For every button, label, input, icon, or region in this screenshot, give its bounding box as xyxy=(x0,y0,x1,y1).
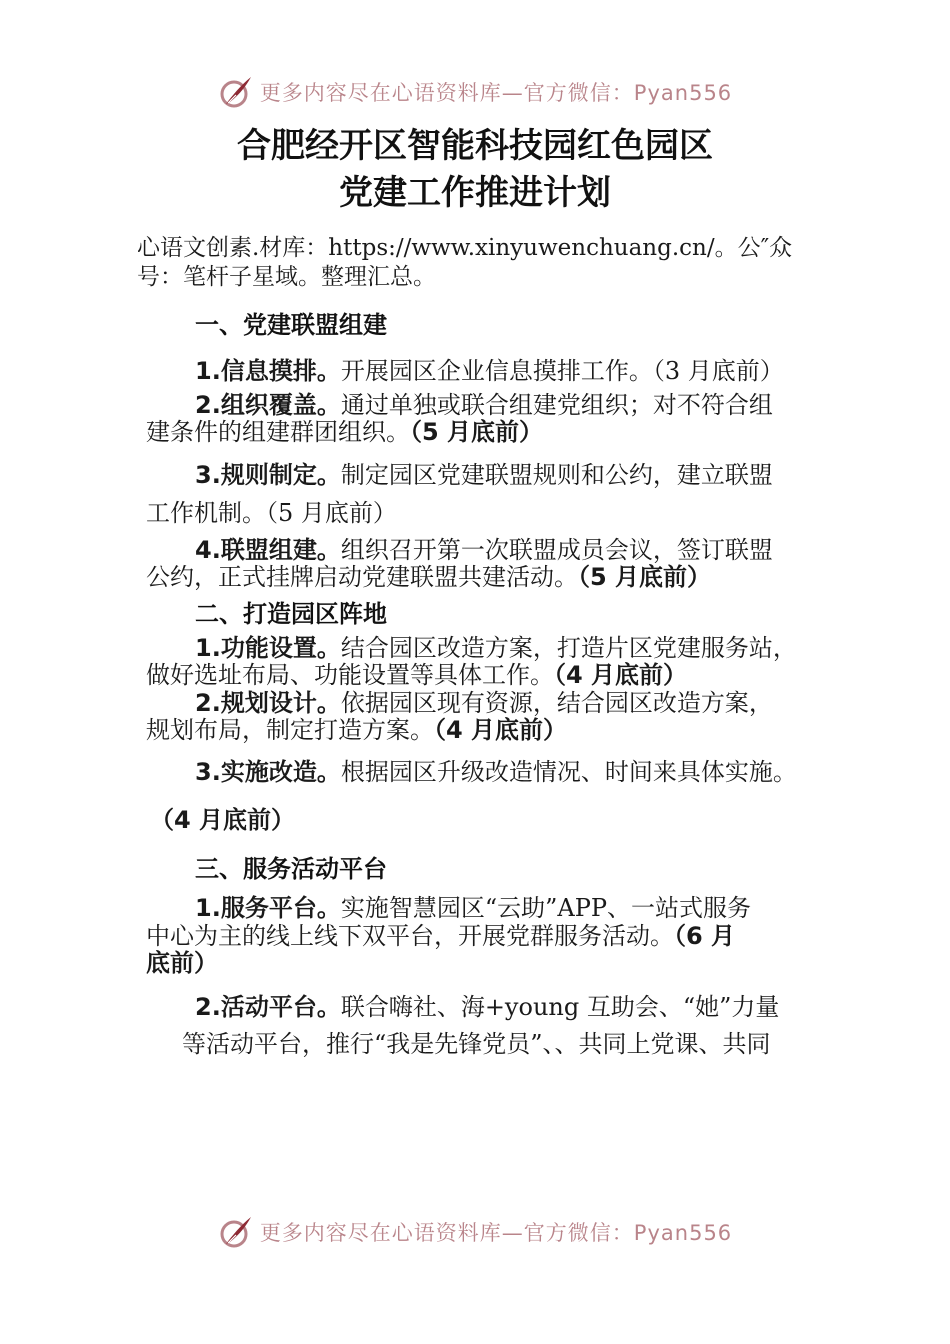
item-label: 3.规则制定。 xyxy=(195,461,341,489)
item-text: 根据园区升级改造情况、时间来具体实施。 xyxy=(340,758,797,786)
item-label: 3.实施改造。 xyxy=(195,758,341,786)
item-text: 建条件的组建群团组织。 xyxy=(146,418,410,446)
section-heading-2: 二、打造园区阵地 xyxy=(195,600,387,628)
item-label: 2.规划设计。 xyxy=(195,689,341,717)
watermark-text: 更多内容尽在心语资料库—官方微信：Pyan556 xyxy=(259,81,733,105)
item-3-1-deadline-wrap: 底前） xyxy=(146,949,218,977)
deadline-label: （5 月底前） xyxy=(410,418,544,446)
deadline-label: （6 月 xyxy=(674,922,736,950)
document-title-line-1: 合肥经开区智能科技园红色园区 xyxy=(237,126,713,166)
source-note-line-1 xyxy=(137,233,825,263)
item-text: 结合园区改造方案，打造片区党建服务站， xyxy=(340,634,797,662)
item-text: 做好选址布局、功能设置等具体工作。 xyxy=(146,661,554,689)
watermark-text: 更多内容尽在心语资料库—官方微信：Pyan556 xyxy=(259,1221,733,1245)
item-text: 依据园区现有资源，结合园区改造方案， xyxy=(340,689,773,717)
item-3-1-line-1 xyxy=(195,893,751,923)
item-text: 中心为主的线上线下双平台，开展党群服务活动。 xyxy=(146,922,674,950)
quill-feather-logo-icon xyxy=(218,74,254,110)
item-2-3-line-1 xyxy=(195,757,797,787)
watermark-banner-bottom xyxy=(0,1212,950,1252)
item-text: 联合嗨社、海+young 互助会、“她”力量 xyxy=(340,993,780,1021)
document-title-line-2: 党建工作推进计划 xyxy=(339,173,611,213)
item-2-2-line-1 xyxy=(195,688,773,718)
source-note-text: 心语文创素.材库：https://www.xinyuwenchuang.cn/。公″众 xyxy=(137,235,793,261)
item-label: 1.信息摸排。 xyxy=(195,357,341,385)
item-2-1-line-2 xyxy=(146,660,687,690)
deadline-label: （4 月底前） xyxy=(554,661,688,689)
item-1-4-line-2 xyxy=(146,562,711,592)
item-text: 规划布局，制定打造方案。 xyxy=(146,716,434,744)
item-1-3-line-2: 工作机制。（5 月底前） xyxy=(146,499,397,527)
quill-feather-logo-icon xyxy=(218,1214,254,1250)
item-1-2-line-2 xyxy=(146,417,543,447)
item-3-2-line-2: 等活动平台，推行“我是先锋党员”、、共同上党课、共同 xyxy=(182,1030,771,1058)
item-label: 4.联盟组建。 xyxy=(195,536,341,564)
item-text: 组织召开第一次联盟成员会议，签订联盟 xyxy=(340,536,773,564)
item-1-3-line-1 xyxy=(195,460,773,490)
section-heading-1: 一、党建联盟组建 xyxy=(195,311,387,339)
item-1-4-line-1 xyxy=(195,535,773,565)
section-heading-3: 三、服务活动平台 xyxy=(195,855,387,883)
watermark-banner-top xyxy=(0,72,950,112)
deadline-label: （4 月底前） xyxy=(434,716,568,744)
item-label: 1.功能设置。 xyxy=(195,634,341,662)
item-label: 2.活动平台。 xyxy=(195,993,341,1021)
item-text: 实施智慧园区“云助”APP、一站式服务 xyxy=(340,894,751,922)
item-2-3-deadline: （4 月底前） xyxy=(150,806,296,834)
item-2-2-line-2 xyxy=(146,715,567,745)
item-label: 1.服务平台。 xyxy=(195,894,341,922)
item-text: 开展园区企业信息摸排工作。（3 月底前） xyxy=(340,357,784,385)
item-text: 制定园区党建联盟规则和公约，建立联盟 xyxy=(340,461,773,489)
item-1-1-line-1 xyxy=(195,356,784,386)
item-label: 2.组织覆盖。 xyxy=(195,391,341,419)
item-2-1-line-1 xyxy=(195,633,797,663)
item-text: 公约，正式挂牌启动党建联盟共建活动。 xyxy=(146,563,578,591)
deadline-label: （5 月底前） xyxy=(578,563,712,591)
item-3-1-line-2 xyxy=(146,921,735,951)
item-1-2-line-1 xyxy=(195,390,773,420)
item-3-2-line-1 xyxy=(195,992,779,1022)
item-text: 通过单独或联合组建党组织；对不符合组 xyxy=(340,391,773,419)
source-note-line-2: 号：笔杆子星域。整理汇总。 xyxy=(137,264,436,290)
